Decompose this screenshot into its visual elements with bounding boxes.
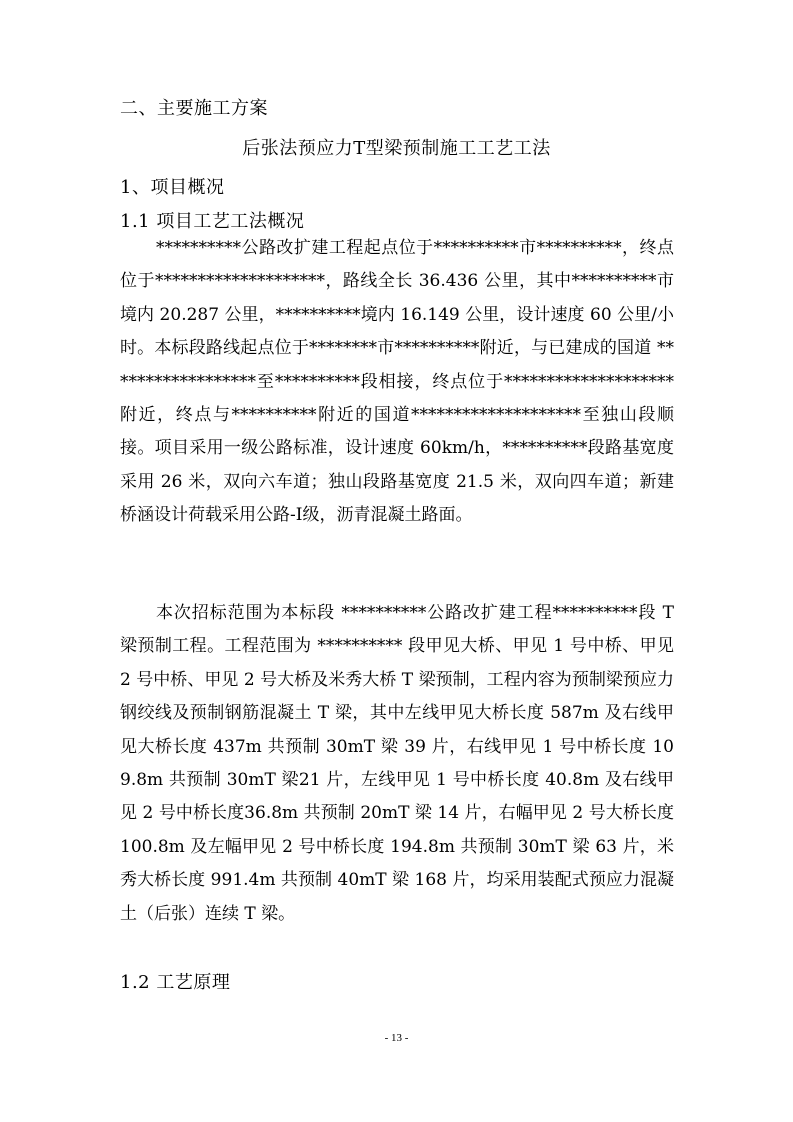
section-heading: 二、主要施工方案 [120, 98, 268, 119]
paragraph-tender-scope: 本次招标范围为本标段 **********公路改扩建工程**********段 T 梁预制工程。工程范围为 ********** 段甲见大桥、甲见 1 号中桥、甲见 2 号中桥、甲见 2 号大桥及米秀大桥 T 梁预制，工程内容为预制梁预应力钢绞线及预制钢筋混凝土 T 梁，其中左线甲见大桥长度 587m 及右线甲见大桥长度 437m 共预制 30mT 梁 39 片，右线甲见 1 号中桥长度 109.8m 共预制 30mT 梁21 片，左线甲见 1 号中桥长度 40.8m 及右线甲见 2 号中桥长度36.8m 共预制 20mT 梁 14 片，右幅甲见 2 号大桥长度 100.8m 及左幅甲见 2 号中桥长度 194.8m 共预制 30mT 梁 63 片，米秀大桥长度 991.4m 共预制 40mT 梁 168 片，均采用装配式预应力混凝土（后张）连续 T 梁。 [120, 603, 674, 924]
heading-project-overview: 1、项目概况 [120, 177, 225, 198]
heading-process-overview: 1.1 项目工艺工法概况 [120, 211, 305, 232]
paragraph-project-description: **********公路改扩建工程起点位于**********市**********，终点位于********************，路线全长 36.436 公里，其中**********市境内 20.287 公里，**********境内 16.149 公里，设计速度 60 公里/小时。本标段路线起点位于********市**********附近，与已建成的国道 ******************至**********段相接，终点位于********************附近，终点与**********附近的国道********************至独山段顺接。项目采用一级公路标准，设计速度 60km/h，**********段路基宽度采用 26 米，双向六车道；独山段路基宽度 21.5 米，双向四车道；新建桥涵设计荷载采用公路-I级，沥青混凝土路面。 [120, 238, 674, 526]
page-number: - 13 - [384, 1032, 409, 1044]
document-title: 后张法预应力T型梁预制施工工艺工法 [242, 138, 551, 159]
heading-process-principle: 1.2 工艺原理 [120, 972, 231, 993]
